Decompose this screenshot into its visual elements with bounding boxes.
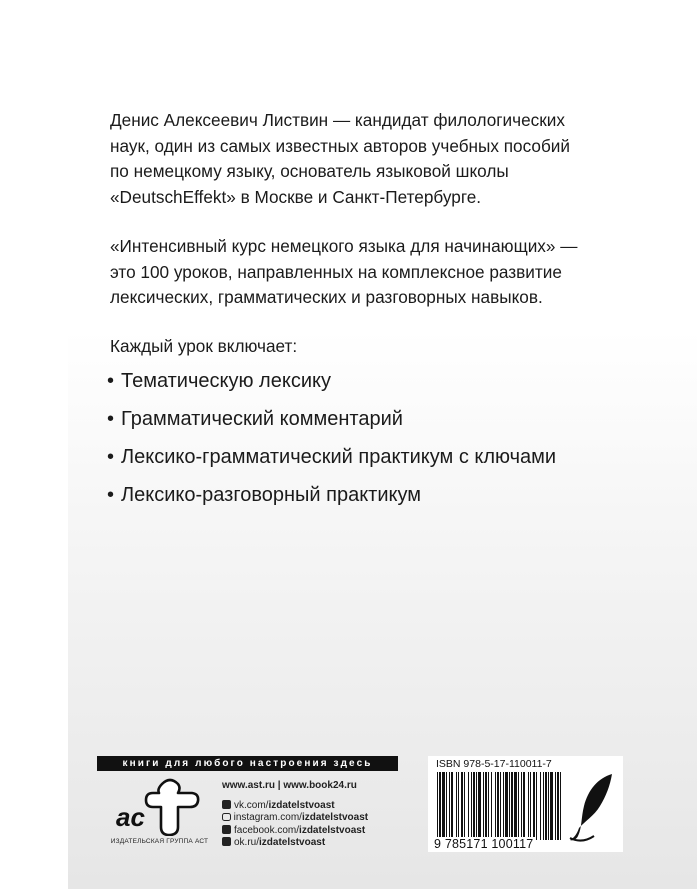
odnoklassniki-icon [222,837,231,846]
barcode-bar [497,772,499,840]
author-bio-line: «DeutschEffekt» в Москве и Санкт-Петербурге. [110,186,482,207]
bullet: • [107,408,115,430]
social-prefix: facebook.com/ [234,824,300,836]
author-bio [110,108,630,210]
barcode-bar [483,772,484,840]
barcode-bar [451,772,453,840]
social-handle: izdatelstvoast [301,812,369,824]
barcode-bar [488,772,489,840]
social-link-facebook[interactable] [222,825,368,837]
barcode-bar [449,772,450,840]
barcode-bar [478,772,481,840]
barcode-bar [500,772,501,840]
barcode-bar [437,772,438,840]
barcode-bar [543,772,544,840]
bullet: • [107,370,115,392]
list-item-label: Грамматический комментарий [121,408,403,430]
barcode-bar [523,772,525,840]
barcode-bar [476,772,477,840]
list-item-label: Тематическую лексику [121,370,331,392]
list-item [107,368,556,406]
barcode-bar [491,772,492,840]
social-links [222,800,368,850]
ast-logo [112,778,202,836]
course-description [110,234,630,311]
course-description-line: лексических, грамматических и разговорных навыков. [110,287,543,307]
publisher-caption: ИЗДАТЕЛЬСКАЯ ГРУППА АСТ [110,838,209,845]
barcode-bar [545,772,547,840]
social-link-instagram[interactable] [222,812,368,824]
author-bio-line: наук, один из самых известных авторов учебных пособий [110,135,571,156]
feather-logo [568,772,616,844]
course-description-line: «Интенсивный курс немецкого языка для начинающих» — [110,236,578,256]
barcode-bar [530,772,531,840]
isbn-label: ISBN 978-5-17-110011-7 [436,758,552,770]
barcode-bar [471,772,472,840]
list-item [107,444,556,482]
barcode-bar [548,772,549,840]
barcode-bar [533,772,535,840]
barcode-bar [521,772,522,840]
barcode-bar [514,772,517,840]
barcode-bar [555,772,556,840]
barcode-bar [456,772,457,840]
social-handle: izdatelstvoast [268,800,335,811]
barcode-bar [495,772,496,840]
list-item [107,482,556,520]
barcode-bar [528,772,529,840]
barcode-bar [505,772,508,840]
barcode-bar [557,772,559,840]
bullet: • [107,484,115,506]
vk-icon [222,800,231,809]
list-item-label: Лексико-грамматический практикум с ключами [121,446,557,468]
barcode-panel [428,756,623,852]
social-link-vk[interactable] [222,800,368,812]
barcode-bar [511,772,513,840]
barcode-bar [540,772,541,840]
barcode-bar [461,772,463,840]
barcode-bar [485,772,487,840]
author-bio-line: Денис Алексеевич Листвин — кандидат филологических [110,110,565,130]
list-item-label: Лексико-разговорный практикум [121,484,421,506]
social-link-odnoklassniki[interactable] [222,837,368,849]
facebook-icon [222,825,231,834]
author-bio-line: по немецкому языку, основатель языковой школы [110,161,509,181]
publisher-websites[interactable]: www.ast.ru | www.book24.ru [222,780,357,791]
lesson-items-list [107,368,556,520]
social-prefix: instagram.com/ [233,812,302,824]
bullet: • [107,446,115,468]
list-item [107,406,556,444]
social-prefix: ok.ru/ [234,837,260,849]
barcode-bar [446,772,447,840]
publisher-slogan: книги для любого настроения здесь [97,756,398,771]
course-description-line: это 100 уроков, направленных на комплексное развитие [110,261,562,282]
barcode-bar [464,772,465,840]
svg-text:ас: ас [116,802,145,832]
barcode-bar [536,772,537,840]
barcode-bar [560,772,561,840]
barcode-bar [518,772,519,840]
barcode [436,772,564,840]
barcode-bar [439,772,441,840]
barcode-bar [550,772,553,840]
lesson-intro-text: Каждый урок включает: [110,336,298,356]
social-handle: izdatelstvoast [299,824,366,836]
barcode-digits: 9 785171 100117 [434,837,534,851]
barcode-bar [509,772,510,840]
barcode-bar [473,772,475,840]
social-prefix: vk.com/ [234,800,269,811]
barcode-bar [468,772,469,840]
barcode-bar [442,772,445,840]
barcode-bar [458,772,459,840]
lesson-intro [110,334,630,360]
social-handle: izdatelstvoast [259,837,326,849]
instagram-icon [222,813,231,822]
barcode-bar [503,772,504,840]
